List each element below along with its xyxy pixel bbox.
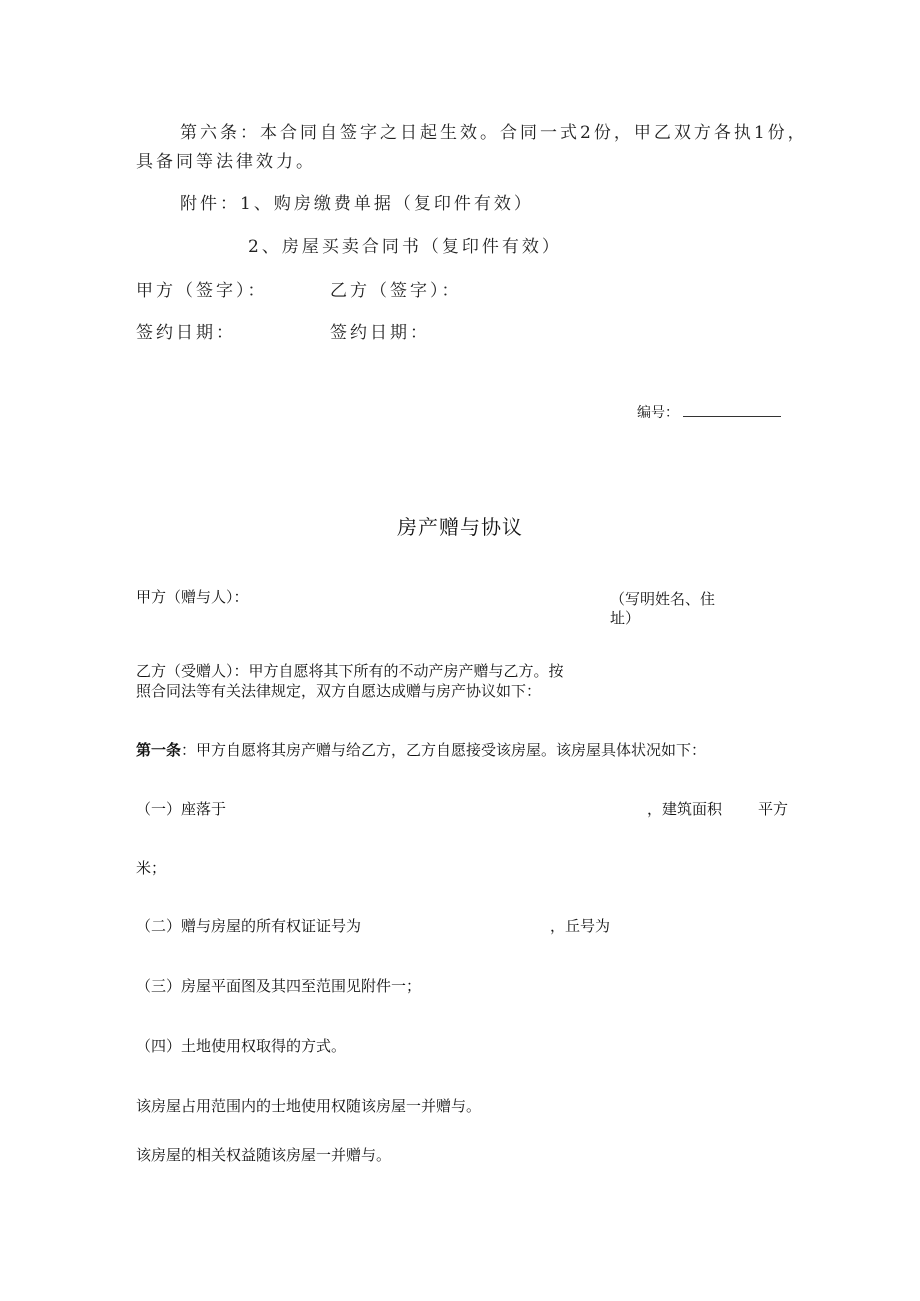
serial-label: 编号： (637, 405, 679, 421)
serial-number (637, 402, 781, 422)
item1-label: （一）座落于 (136, 800, 227, 818)
item1-area: ，建筑面积 (647, 800, 723, 818)
serial-blank (683, 402, 781, 417)
item2-mid: ，丘号为 (550, 917, 611, 935)
party-a-note-2: 址） (610, 609, 641, 627)
land-use-clause: 该房屋占用范围内的士地使用权随该房屋一并赠与。 (136, 1097, 482, 1115)
party-a-sign: 甲方（签字）： (136, 281, 268, 301)
party-b-line1: 乙方（受赠人）：甲方自愿将其下所有的不动产房产赠与乙方。按 (136, 662, 564, 680)
date-b: 签约日期： (330, 323, 430, 343)
article1-label: 第一条 (136, 741, 182, 759)
item1-unit-a: 平方 (758, 800, 789, 818)
party-b-line2: 照合同法等有关法律规定，双方自愿达成赠与房产协议如下： (136, 682, 542, 700)
agreement-title: 房产赠与协议 (397, 515, 523, 539)
article6-line1: 第六条：本合同自签字之日起生效。合同一式2份，甲乙双方各执1份， (180, 123, 808, 143)
party-b-sign: 乙方（签字）： (330, 281, 462, 301)
article1-text: ：甲方自愿将其房产赠与给乙方，乙方自愿接受该房屋。该房屋具体状况如下： (181, 741, 707, 759)
party-a: 甲方（赠与人）： (136, 588, 249, 606)
item1-unit-b: 米； (136, 859, 167, 877)
article6-line2: 具备同等法律效力。 (136, 152, 316, 172)
date-a: 签约日期： (136, 323, 236, 343)
rights-clause: 该房屋的相关权益随该房屋一并赠与。 (136, 1146, 392, 1164)
item2-label: （二）赠与房屋的所有权证证号为 (136, 917, 362, 935)
attachment-1: 附件：1、购房缴费单据（复印件有效） (180, 194, 534, 214)
article1 (136, 739, 706, 760)
item3: （三）房屋平面图及其四至范围见附件一； (136, 977, 422, 995)
attachment-2: 2、房屋买卖合同书（复印件有效） (248, 237, 562, 257)
item4: （四）土地使用权取得的方式。 (136, 1037, 347, 1055)
party-a-note-1: （写明姓名、住 (610, 590, 716, 608)
